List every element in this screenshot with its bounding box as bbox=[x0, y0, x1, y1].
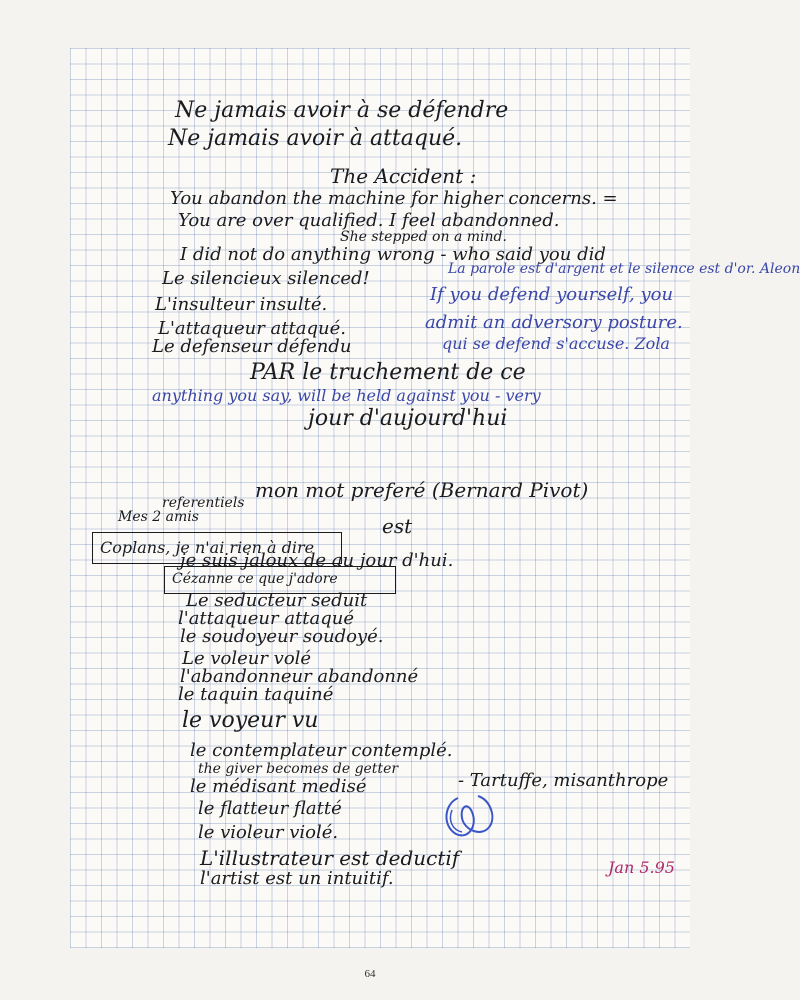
note-line: Le seducteur seduit bbox=[186, 590, 368, 611]
note-line: - Tartuffe, misanthrope bbox=[458, 770, 669, 791]
note-line: Cézanne ce que j'adore bbox=[172, 571, 338, 587]
blue-scribble bbox=[438, 790, 502, 842]
note-line: l'artist est un intuitif. bbox=[200, 868, 394, 889]
note-line: Le voleur volé bbox=[182, 648, 312, 669]
note-line: le violeur violé. bbox=[198, 822, 339, 843]
blue-note: anything you say, will be held against you - very bbox=[152, 386, 541, 405]
note-line: PAR le truchement de ce bbox=[250, 360, 526, 385]
note-line: You abandon the machine for higher concerns. = bbox=[170, 188, 618, 209]
page-number: 64 bbox=[364, 968, 376, 980]
note-line: Mes 2 amis bbox=[118, 509, 199, 525]
note-line: est bbox=[382, 514, 413, 538]
note-line: Le silencieux silenced! bbox=[162, 268, 370, 289]
note-line: L'illustrateur est deductif bbox=[200, 846, 460, 870]
note-line: Ne jamais avoir à se défendre bbox=[175, 98, 509, 123]
graph-paper-sheet bbox=[70, 48, 800, 948]
note-line: le soudoyeur soudoyé. bbox=[180, 626, 384, 647]
note-line: le contemplateur contemplé. bbox=[190, 740, 453, 761]
note-line: l'attaqueur attaqué bbox=[178, 608, 355, 629]
blue-note: admit an adversory posture. bbox=[425, 312, 683, 333]
blue-note: La parole est d'argent et le silence est d'or. Aleon bbox=[448, 261, 800, 277]
note-line: You are over qualified. I feel abandonned. bbox=[178, 210, 560, 231]
note-line: I did not do anything wrong - who said you did bbox=[180, 244, 606, 265]
note-line: je suis jaloux de au jour d'hui. bbox=[180, 550, 454, 571]
note-line: jour d'aujourd'hui bbox=[308, 406, 508, 431]
note-line: Ne jamais avoir à attaqué. bbox=[168, 126, 463, 151]
note-line: the giver becomes de getter bbox=[198, 761, 399, 777]
note-line: L'attaqueur attaqué. bbox=[158, 318, 346, 339]
note-line: le taquin taquiné bbox=[178, 684, 334, 705]
note-line: le voyeur vu bbox=[182, 708, 319, 733]
blue-note: If you defend yourself, you bbox=[430, 284, 674, 305]
note-line: l'abandonneur abandonné bbox=[180, 666, 419, 687]
note-line: Le defenseur défendu bbox=[152, 336, 352, 357]
note-line: Coplans, je n'ai rien à dire bbox=[100, 538, 315, 557]
note-line: referentiels bbox=[162, 495, 245, 511]
note-heading: The Accident : bbox=[330, 164, 477, 188]
note-line: le flatteur flatté bbox=[198, 798, 342, 819]
date-note: Jan 5.95 bbox=[608, 858, 675, 877]
note-line: mon mot preferé (Bernard Pivot) bbox=[255, 478, 589, 502]
note-line: le médisant medisé bbox=[190, 776, 367, 797]
note-line: L'insulteur insulté. bbox=[155, 294, 328, 315]
note-line: She stepped on a mind. bbox=[340, 229, 507, 245]
blue-note: qui se defend s'accuse. Zola bbox=[442, 334, 670, 353]
